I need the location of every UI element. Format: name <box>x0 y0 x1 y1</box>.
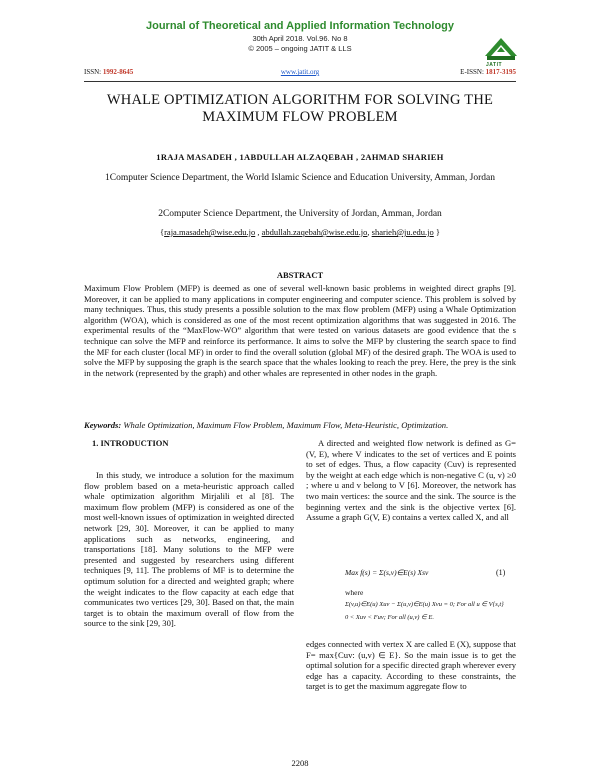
issn-line <box>84 68 516 80</box>
equation-2: Σ(v,u)∈E(u) Xuv − Σ(u,v)∈E(u) Xvu = 0; For all u ∈ V{s,t} <box>345 601 504 608</box>
section-heading-introduction: 1. INTRODUCTION <box>92 438 169 448</box>
introduction-right-column-bottom: edges connected with vertex X are called E (X), suppose that F= max{Cuv: (u,v) ∈ E}. So the main issue is to get the optimal solution for a specific directed graph wherever every edge has a capacity. According to these constraints, the target is to get the maximum aggregate flow to <box>306 639 516 692</box>
eissn <box>460 68 516 76</box>
affiliation-2: 2Computer Science Department, the University of Jordan, Amman, Jordan <box>158 209 442 219</box>
abstract-body: Maximum Flow Problem (MFP) is deemed as one of several well-known basic problems in weighted direct graphs [9]. Moreover, it can be applied to many applications in computer engineering and computer science. This problem is solved by many techniques. Thus, this study presents a possible solution to the max flow problem (MFP) using a Whale Optimization algorithm (WOA), which is considered as one of the most recent optimization algorithms that was suggested in 2016. The experimental results of the “MaxFlow-WO” algorithm that were tested on various datasets are good evidence that the s technique can solve the MFP and reinforce its performance. It aims to solve the MFP by clustering the search space to find the MF for each cluster (local MF) in order to find the overall solution (global MF) of the desired graph. The WOA is used to solve the MFP by supposing the graph is the search space that the whales looking to reach the prey. Here, the prey is the sink in the network (represented by the graph) and other whales are represented in other nodes in the graph. <box>84 283 516 378</box>
keywords-value: Whale Optimization, Maximum Flow Problem, Maximum Flow, Meta-Heuristic, Optimization. <box>121 420 449 430</box>
eissn-label: E-ISSN: <box>460 68 484 76</box>
eissn-value: 1817-3195 <box>485 68 516 76</box>
paper-title-line-2: MAXIMUM FLOW PROBLEM <box>202 109 398 125</box>
journal-date-volume: 30th April 2018. Vol.96. No 8 <box>252 34 348 43</box>
logo-text: JATIT <box>486 62 503 68</box>
journal-title: Journal of Theoretical and Applied Information Technology <box>145 20 455 32</box>
email-sep-1: , <box>255 227 262 237</box>
issn-value: 1992-8645 <box>102 68 134 76</box>
header-divider <box>84 81 516 82</box>
equation-1-number: (1) <box>496 568 506 577</box>
author-emails <box>60 227 540 237</box>
authors: 1RAJA MASADEH , 1ABDULLAH ALZAQEBAH , 2AHMAD SHARIEH <box>156 152 444 162</box>
jatit-logo-icon <box>483 34 519 64</box>
abstract-heading: ABSTRACT <box>276 270 324 280</box>
equation-1: Max f(s) = Σ(s,v)∈E(s) Xsv <box>345 568 429 577</box>
email-open: { <box>160 227 165 237</box>
email-sep-2: , <box>367 227 372 237</box>
introduction-right-column-top: A directed and weighted flow network is defined as G= (V, E), where V indicates to the set of vertices and E points to set of edges. Thus, a flow capacity (Cuv) is represented by the weight at each edge which is non-negative C (u, v) ≥0 ; where u and v belong to V [6]. Moreover, the network has two main vertices: the source and the sink. The source is the beginning vertex and the sink is the objective vertex [6]. Assume a graph G(V, E) contains a vertex called X, and all <box>306 438 516 523</box>
email-link-3[interactable]: sharieh@ju.edu.jo <box>371 227 434 237</box>
journal-copyright: © 2005 – ongoing JATIT & LLS <box>248 44 352 53</box>
page-number: 2208 <box>291 758 309 768</box>
email-link-1[interactable]: raja.masadeh@wise.edu.jo <box>164 227 256 237</box>
website-link[interactable]: www.jatit.org <box>280 68 320 76</box>
affiliation-1: 1Computer Science Department, the World Islamic Science and Education University, Amman, Jordan <box>105 173 495 183</box>
email-link-2[interactable]: abdullah.zaqebah@wise.edu.jo <box>261 227 368 237</box>
issn-label: ISSN: <box>84 68 102 76</box>
keywords-label: Keywords: <box>84 420 122 430</box>
paper-title <box>60 92 540 126</box>
keywords <box>84 420 516 430</box>
equation-where: where <box>345 588 364 597</box>
journal-website <box>84 68 516 76</box>
equation-3: 0 < Xuv < Fuv; For all (u,v) ∈ E. <box>345 614 434 621</box>
introduction-left-column: In this study, we introduce a solution for the maximum flow problem based on a meta-heuristic approach called whale optimization algorithm Mirjalili et al [8]. The maximum flow problem (MFP) is considered as one of the most well-known issues of optimization in weighted directed network [29, 30]. Moreover, it can be applied to many applications such as networks, engineering, and transportations [18]. Many solutions to the MFP were presented and suggested by researchers using different techniques [9, 11]. The problems of MF is to determine the optimum solution for a directed and weighted graph; where the weight indicates to the flow capacity at each edge that communicates two vertices [29, 30]. Based on that, the main target is to obtain the maximum overall of flow from the source to the sink [29, 30]. <box>84 470 294 629</box>
paper-title-line-1: WHALE OPTIMIZATION ALGORITHM FOR SOLVING THE <box>106 92 494 108</box>
email-close: } <box>433 227 440 237</box>
